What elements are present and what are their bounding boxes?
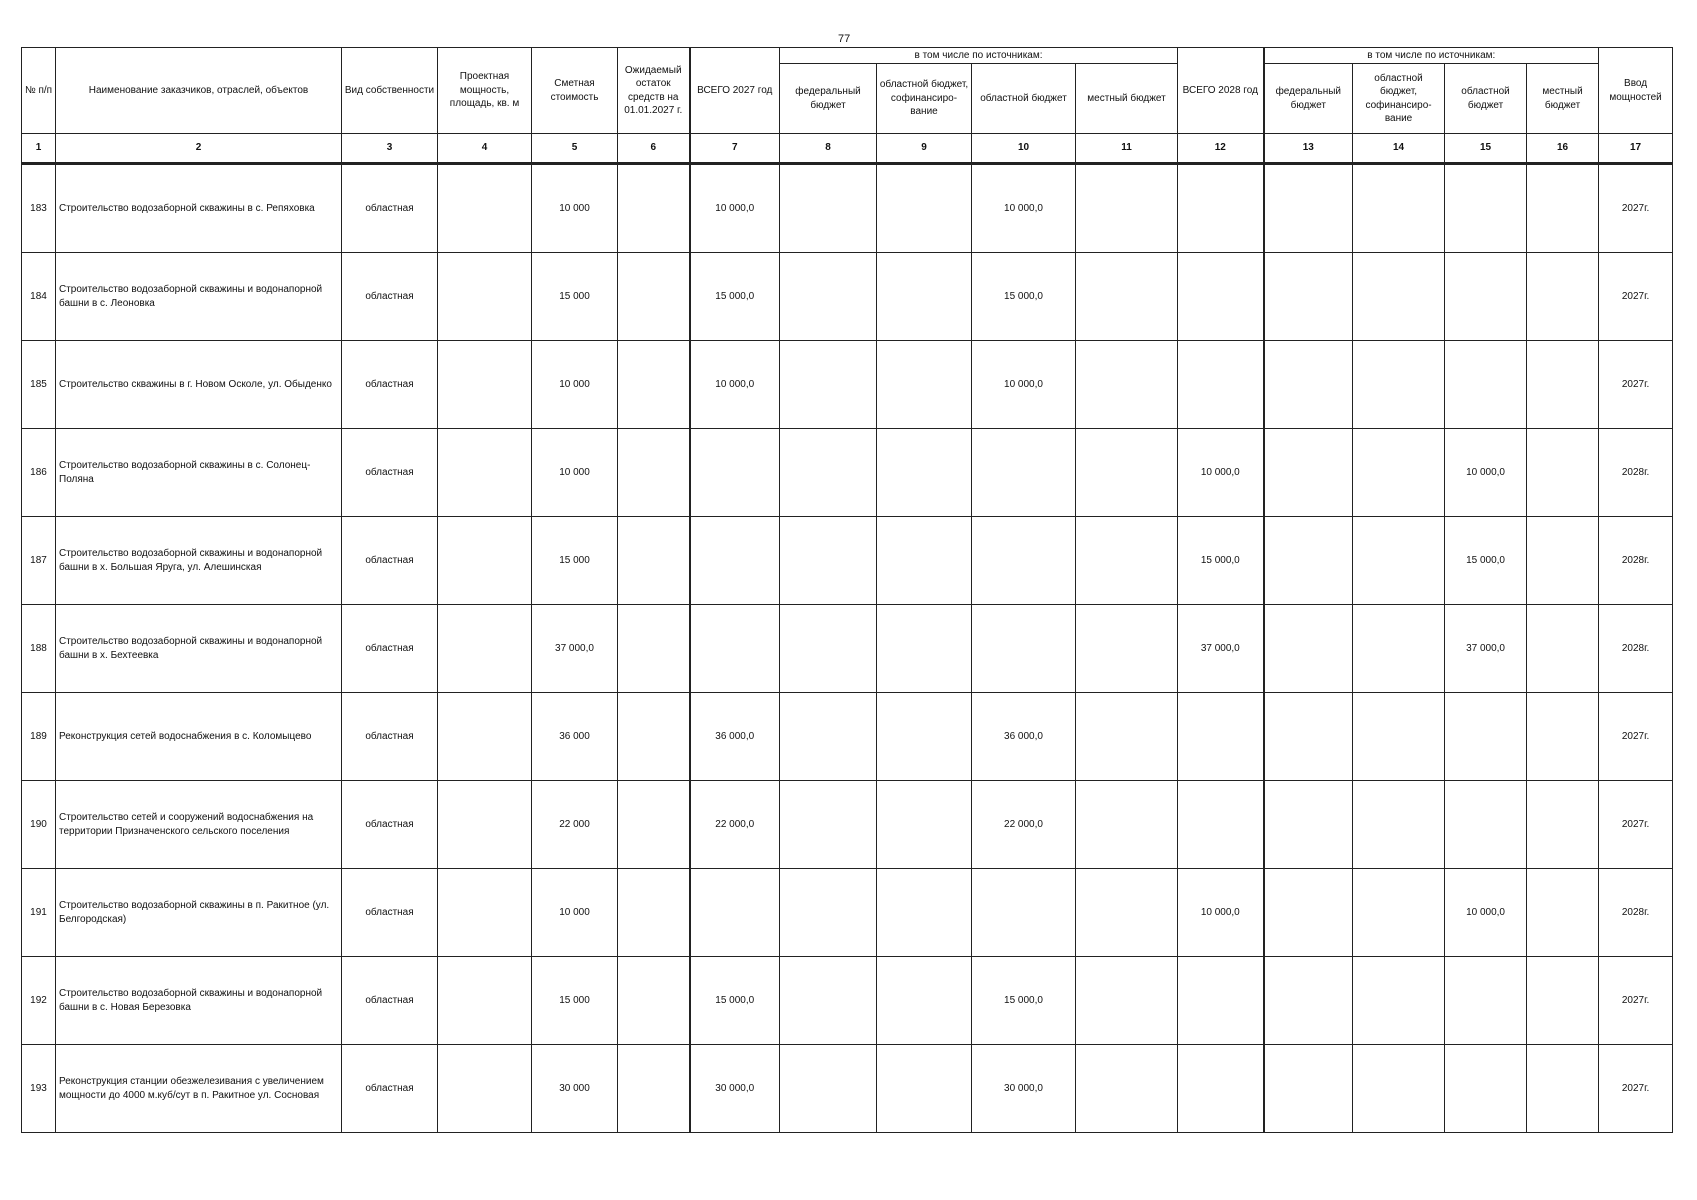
header-regional-2028: областной бюджет (1445, 64, 1527, 134)
ownership-type: областная (342, 517, 438, 605)
regional-2027: 36 000,0 (972, 693, 1076, 781)
object-name: Строительство водозаборной скважины в п. Ракитное (ул. Белгородская) (56, 869, 342, 957)
column-number: 6 (618, 134, 690, 164)
estimate-cost: 22 000 (532, 781, 618, 869)
row-number: 186 (22, 429, 56, 517)
capacity-value (438, 341, 532, 429)
cofin-2027 (877, 341, 972, 429)
local-2027 (1076, 253, 1178, 341)
federal-2028 (1264, 869, 1353, 957)
capacity-value (438, 253, 532, 341)
regional-2028 (1445, 341, 1527, 429)
cofin-2027 (877, 605, 972, 693)
column-number: 8 (780, 134, 877, 164)
header-name: Наименование заказчиков, отраслей, объектов (56, 48, 342, 134)
object-name: Строительство водозаборной скважины и водонапорной башни в с. Леоновка (56, 253, 342, 341)
capacity-value (438, 517, 532, 605)
remainder-value (618, 341, 690, 429)
estimate-cost: 36 000 (532, 693, 618, 781)
header-sources-2028: в том числе по источникам: (1264, 48, 1599, 64)
local-2027 (1076, 869, 1178, 957)
row-number: 184 (22, 253, 56, 341)
federal-2028 (1264, 781, 1353, 869)
header-commissioning: Ввод мощностей (1599, 48, 1673, 134)
header-federal-2027: федеральный бюджет (780, 64, 877, 134)
page-number: 77 (838, 33, 851, 45)
federal-2027 (780, 1045, 877, 1133)
column-number: 3 (342, 134, 438, 164)
column-number: 16 (1527, 134, 1599, 164)
capacity-value (438, 693, 532, 781)
cofin-2028 (1353, 781, 1445, 869)
regional-2027: 10 000,0 (972, 165, 1076, 253)
ownership-type: областная (342, 429, 438, 517)
cofin-2028 (1353, 165, 1445, 253)
regional-2027 (972, 869, 1076, 957)
cofin-2027 (877, 253, 972, 341)
federal-2028 (1264, 341, 1353, 429)
object-name: Строительство водозаборной скважины и водонапорной башни в с. Новая Березовка (56, 957, 342, 1045)
cofin-2028 (1353, 341, 1445, 429)
total-2028: 15 000,0 (1178, 517, 1264, 605)
cofin-2028 (1353, 517, 1445, 605)
header-estimate: Сметная стоимость (532, 48, 618, 134)
commissioning-year: 2027г. (1599, 781, 1673, 869)
regional-2028 (1445, 1045, 1527, 1133)
ownership-type: областная (342, 869, 438, 957)
cofin-2027 (877, 957, 972, 1045)
remainder-value (618, 253, 690, 341)
regional-2028 (1445, 781, 1527, 869)
remainder-value (618, 165, 690, 253)
row-number: 192 (22, 957, 56, 1045)
regional-2028 (1445, 253, 1527, 341)
estimate-cost: 10 000 (532, 869, 618, 957)
regional-2028: 37 000,0 (1445, 605, 1527, 693)
local-2028 (1527, 341, 1599, 429)
regional-2028 (1445, 165, 1527, 253)
regional-2028: 15 000,0 (1445, 517, 1527, 605)
commissioning-year: 2027г. (1599, 957, 1673, 1045)
regional-2028 (1445, 957, 1527, 1045)
local-2027 (1076, 165, 1178, 253)
federal-2027 (780, 517, 877, 605)
table-row (22, 957, 1673, 1045)
column-number: 14 (1353, 134, 1445, 164)
ownership-type: областная (342, 253, 438, 341)
local-2027 (1076, 341, 1178, 429)
object-name: Строительство водозаборной скважины в с. Репяховка (56, 165, 342, 253)
cofin-2027 (877, 517, 972, 605)
regional-2027: 30 000,0 (972, 1045, 1076, 1133)
object-name: Строительство сетей и сооружений водоснабжения на территории Призначенского сельского поселения (56, 781, 342, 869)
row-number: 183 (22, 165, 56, 253)
table-row (22, 253, 1673, 341)
local-2028 (1527, 517, 1599, 605)
cofin-2028 (1353, 957, 1445, 1045)
total-2028 (1178, 693, 1264, 781)
remainder-value (618, 957, 690, 1045)
federal-2027 (780, 341, 877, 429)
capacity-value (438, 605, 532, 693)
local-2028 (1527, 253, 1599, 341)
remainder-value (618, 693, 690, 781)
header-num: № п/п (22, 48, 56, 134)
capacity-value (438, 781, 532, 869)
total-2027: 15 000,0 (690, 957, 780, 1045)
commissioning-year: 2027г. (1599, 693, 1673, 781)
cofin-2028 (1353, 693, 1445, 781)
regional-2028 (1445, 693, 1527, 781)
commissioning-year: 2028г. (1599, 517, 1673, 605)
header-capacity: Проектная мощность, площадь, кв. м (438, 48, 532, 134)
ownership-type: областная (342, 165, 438, 253)
estimate-cost: 15 000 (532, 957, 618, 1045)
local-2027 (1076, 517, 1178, 605)
table-row (22, 781, 1673, 869)
cofin-2028 (1353, 869, 1445, 957)
column-number: 15 (1445, 134, 1527, 164)
cofin-2027 (877, 693, 972, 781)
total-2027 (690, 429, 780, 517)
table-row (22, 605, 1673, 693)
header-cofin-2028: областной бюджет, софинансиро-вание (1353, 64, 1445, 134)
local-2028 (1527, 1045, 1599, 1133)
investment-table (21, 47, 1673, 1133)
total-2027 (690, 869, 780, 957)
commissioning-year: 2027г. (1599, 341, 1673, 429)
commissioning-year: 2028г. (1599, 429, 1673, 517)
cofin-2027 (877, 429, 972, 517)
capacity-value (438, 957, 532, 1045)
commissioning-year: 2028г. (1599, 605, 1673, 693)
total-2028 (1178, 341, 1264, 429)
remainder-value (618, 781, 690, 869)
remainder-value (618, 605, 690, 693)
total-2027: 30 000,0 (690, 1045, 780, 1133)
estimate-cost: 10 000 (532, 429, 618, 517)
cofin-2027 (877, 1045, 972, 1133)
column-number: 12 (1178, 134, 1264, 164)
federal-2028 (1264, 165, 1353, 253)
cofin-2028 (1353, 253, 1445, 341)
local-2028 (1527, 165, 1599, 253)
object-name: Реконструкция сетей водоснабжения в с. Коломыцево (56, 693, 342, 781)
regional-2027: 15 000,0 (972, 253, 1076, 341)
ownership-type: областная (342, 693, 438, 781)
table-row (22, 429, 1673, 517)
regional-2027 (972, 517, 1076, 605)
local-2027 (1076, 957, 1178, 1045)
federal-2027 (780, 869, 877, 957)
remainder-value (618, 1045, 690, 1133)
header-local-2028: местный бюджет (1527, 64, 1599, 134)
federal-2027 (780, 253, 877, 341)
header-remainder: Ожидаемый остаток средств на 01.01.2027 г. (618, 48, 690, 134)
header-ownership: Вид собственности (342, 48, 438, 134)
federal-2027 (780, 605, 877, 693)
capacity-value (438, 165, 532, 253)
table-row (22, 517, 1673, 605)
total-2028 (1178, 253, 1264, 341)
federal-2028 (1264, 517, 1353, 605)
cofin-2027 (877, 869, 972, 957)
column-number: 17 (1599, 134, 1673, 164)
total-2027: 22 000,0 (690, 781, 780, 869)
regional-2027 (972, 605, 1076, 693)
table-row (22, 869, 1673, 957)
local-2028 (1527, 957, 1599, 1045)
object-name: Реконструкция станции обезжелезивания с увеличением мощности до 4000 м.куб/сут в п. Ракитное ул. Сосновая (56, 1045, 342, 1133)
column-number: 11 (1076, 134, 1178, 164)
cofin-2027 (877, 165, 972, 253)
commissioning-year: 2027г. (1599, 253, 1673, 341)
row-number: 191 (22, 869, 56, 957)
object-name: Строительство водозаборной скважины и водонапорной башни в х. Бехтеевка (56, 605, 342, 693)
local-2027 (1076, 429, 1178, 517)
estimate-cost: 30 000 (532, 1045, 618, 1133)
remainder-value (618, 517, 690, 605)
federal-2027 (780, 429, 877, 517)
ownership-type: областная (342, 341, 438, 429)
column-number: 10 (972, 134, 1076, 164)
row-number: 185 (22, 341, 56, 429)
federal-2027 (780, 165, 877, 253)
regional-2028: 10 000,0 (1445, 429, 1527, 517)
commissioning-year: 2027г. (1599, 165, 1673, 253)
column-number-row (22, 134, 1673, 164)
header-regional-2027: областной бюджет (972, 64, 1076, 134)
federal-2028 (1264, 957, 1353, 1045)
total-2028 (1178, 957, 1264, 1045)
header-sources-2027: в том числе по источникам: (780, 48, 1178, 64)
federal-2028 (1264, 605, 1353, 693)
total-2027 (690, 517, 780, 605)
cofin-2027 (877, 781, 972, 869)
header-total-2027: ВСЕГО 2027 год (690, 48, 780, 134)
total-2028 (1178, 781, 1264, 869)
capacity-value (438, 869, 532, 957)
local-2027 (1076, 693, 1178, 781)
row-number: 189 (22, 693, 56, 781)
column-number: 9 (877, 134, 972, 164)
header-total-2028: ВСЕГО 2028 год (1178, 48, 1264, 134)
local-2027 (1076, 1045, 1178, 1133)
commissioning-year: 2028г. (1599, 869, 1673, 957)
row-number: 190 (22, 781, 56, 869)
column-number: 5 (532, 134, 618, 164)
total-2027: 10 000,0 (690, 165, 780, 253)
table-row (22, 165, 1673, 253)
row-number: 188 (22, 605, 56, 693)
header-local-2027: местный бюджет (1076, 64, 1178, 134)
object-name: Строительство скважины в г. Новом Осколе, ул. Обыденко (56, 341, 342, 429)
total-2027: 10 000,0 (690, 341, 780, 429)
remainder-value (618, 869, 690, 957)
column-number: 2 (56, 134, 342, 164)
total-2028 (1178, 165, 1264, 253)
total-2028: 10 000,0 (1178, 429, 1264, 517)
remainder-value (618, 429, 690, 517)
regional-2027 (972, 429, 1076, 517)
federal-2027 (780, 957, 877, 1045)
ownership-type: областная (342, 957, 438, 1045)
column-number: 13 (1264, 134, 1353, 164)
column-number: 1 (22, 134, 56, 164)
estimate-cost: 10 000 (532, 165, 618, 253)
estimate-cost: 37 000,0 (532, 605, 618, 693)
local-2027 (1076, 605, 1178, 693)
regional-2027: 15 000,0 (972, 957, 1076, 1045)
local-2027 (1076, 781, 1178, 869)
object-name: Строительство водозаборной скважины в с. Солонец-Поляна (56, 429, 342, 517)
row-number: 193 (22, 1045, 56, 1133)
commissioning-year: 2027г. (1599, 1045, 1673, 1133)
table-row (22, 1045, 1673, 1133)
federal-2028 (1264, 1045, 1353, 1133)
estimate-cost: 15 000 (532, 517, 618, 605)
ownership-type: областная (342, 605, 438, 693)
total-2028: 37 000,0 (1178, 605, 1264, 693)
total-2027: 36 000,0 (690, 693, 780, 781)
total-2028: 10 000,0 (1178, 869, 1264, 957)
column-number: 4 (438, 134, 532, 164)
federal-2027 (780, 693, 877, 781)
row-number: 187 (22, 517, 56, 605)
column-number: 7 (690, 134, 780, 164)
local-2028 (1527, 605, 1599, 693)
federal-2028 (1264, 429, 1353, 517)
table-row (22, 693, 1673, 781)
local-2028 (1527, 869, 1599, 957)
federal-2027 (780, 781, 877, 869)
total-2027: 15 000,0 (690, 253, 780, 341)
total-2028 (1178, 1045, 1264, 1133)
regional-2027: 22 000,0 (972, 781, 1076, 869)
estimate-cost: 15 000 (532, 253, 618, 341)
regional-2027: 10 000,0 (972, 341, 1076, 429)
object-name: Строительство водозаборной скважины и водонапорной башни в х. Большая Яруга, ул. Алешинская (56, 517, 342, 605)
cofin-2028 (1353, 605, 1445, 693)
header-federal-2028: федеральный бюджет (1264, 64, 1353, 134)
table-row (22, 341, 1673, 429)
capacity-value (438, 1045, 532, 1133)
federal-2028 (1264, 253, 1353, 341)
header-cofin-2027: областной бюджет, софинансиро-вание (877, 64, 972, 134)
ownership-type: областная (342, 1045, 438, 1133)
total-2027 (690, 605, 780, 693)
estimate-cost: 10 000 (532, 341, 618, 429)
regional-2028: 10 000,0 (1445, 869, 1527, 957)
capacity-value (438, 429, 532, 517)
local-2028 (1527, 429, 1599, 517)
cofin-2028 (1353, 1045, 1445, 1133)
federal-2028 (1264, 693, 1353, 781)
cofin-2028 (1353, 429, 1445, 517)
local-2028 (1527, 693, 1599, 781)
local-2028 (1527, 781, 1599, 869)
ownership-type: областная (342, 781, 438, 869)
